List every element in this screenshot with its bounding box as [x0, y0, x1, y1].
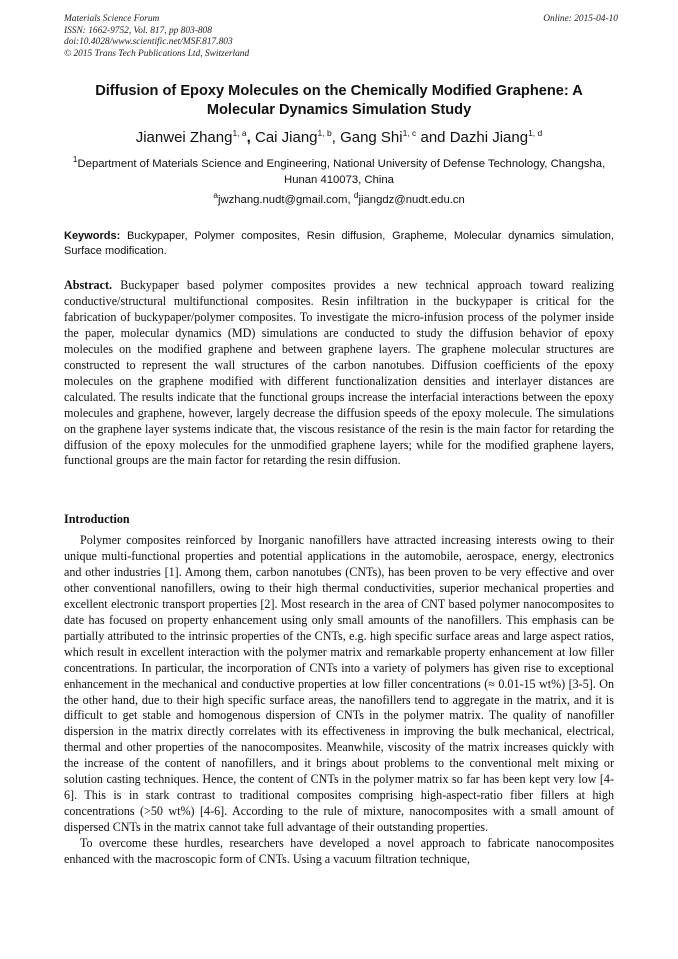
journal-header [64, 14, 618, 60]
copyright-line: © 2015 Trans Tech Publications Ltd, Switzerland [64, 48, 250, 59]
author-separator: , [246, 129, 255, 146]
affiliation-mark: 1 [72, 154, 78, 165]
email-mark-a: a [213, 190, 218, 201]
paragraph: Polymer composites reinforced by Inorganic nanofillers have attracted increasing interests owing to their unique multi-functional properties and potential applications in the automobile, aerospace, energy, electronics and other industries [1]. Among them, carbon nanotubes (CNTs), has been proven to be very effective and over other conventional nanofillers, owing to their high thermal conductivities, superior mechanical properties and excellent electronic transport properties [2]. Most research in the area of CNT based polymer nanocomposites to date has focused on property enhancement using only small amounts of the nanofillers. This emphasis can be partially attributed to the intrinsic properties of the CNTs, e.g. high specific surface areas and large aspect ratios, which result in excellent interaction with the polymer matrix and remarkable property enhancement at low filler concentrations. In particular, the incorporation of CNTs into a variety of polymers has given rise to exceptional enhancement in the mechanical and conductive properties at low filler concentrations (≈ 0.01-15 wt%) [3-5]. On the other hand, due to their high specific surface areas, the nanofillers tend to aggregate in the matrix, and it is difficult to get stable and homogenous dispersion of CNTs in the polymer matrix. The quality of nanofiller dispersion in the matrix directly correlates with its effectiveness in improving the bulk mechanical, electrical, thermal and other properties of the nanocomposites. Meanwhile, viscosity of the matrix increases quickly with the increase of the content of nanofillers, and it brings about problems to the conventional melt mixing or solution casting techniques. Hence, the content of CNTs in the polymer matrix so far has been kept very low [4-6]. This is in stark contrast to traditional composites comprising high-aspect-ratio fiber fillers at high concentrations (>50 wt%) [4-6]. According to the rule of mixture, nanocomposites with a small amount of dispersed CNTs in the matrix cannot take full advantage of their outstanding properties. [64, 533, 614, 835]
author-affil-mark: 1, c [402, 128, 417, 138]
section-heading-introduction: Introduction [64, 512, 130, 526]
abstract [64, 278, 614, 469]
email-a[interactable]: jwzhang.nudt@gmail.com [217, 194, 348, 206]
introduction-body [64, 533, 614, 868]
author-affil-mark: 1, a [232, 128, 247, 138]
affiliation [64, 154, 614, 188]
author-name: Dazhi Jiang [449, 129, 529, 146]
author-affil-mark: 1, d [528, 128, 543, 138]
author-name: Jianwei Zhang [135, 129, 233, 146]
abstract-label: Abstract. [64, 278, 113, 292]
journal-name: Materials Science Forum [64, 14, 160, 24]
keywords-text: Buckypaper, Polymer composites, Resin diffusion, Grapheme, Molecular dynamics simulation, Surface modification. [64, 230, 614, 257]
abstract-text: Buckypaper based polymer composites provides a new technical approach toward realizing conductive/structural multifunctional composites. Resin infiltration in the buckypaper is critical for the fabrication of buckypaper/polymer composites. To investigate the micro-infusion process of the polymer inside the paper, molecular dynamics (MD) simulations are conducted to study the diffusion behavior of epoxy molecules on the modified graphene and between graphene layers. The graphene molecular structures are constructed to represent the wall structures of the carbon nanotubes. Diffusion coefficients of the epoxy molecules on the graphene modified with different functionalization densities and interlayer distances are calculated. The results indicate that the functional groups increase the interfacial interactions between the epoxy molecules and graphene, however, largely decrease the diffusion speeds of the epoxy molecule. The simulations on the graphene layer systems indicate that, the viscous resistance of the resin is the main factor for retarding the diffusion of the epoxy molecules for the unmodified graphene layers; while for the modified graphene layers, functional groups are the main factor for retarding the resin diffusion. [64, 278, 615, 468]
author-list [64, 128, 614, 148]
author-separator: and [416, 129, 450, 146]
issn-line: ISSN: 1662-9752, Vol. 817, pp 803-808 [64, 25, 212, 36]
author-emails [64, 190, 614, 208]
email-separator: , [347, 194, 354, 206]
doi-line: doi:10.4028/www.scientific.net/MSF.817.803 [64, 37, 233, 48]
paper-title: Diffusion of Epoxy Molecules on the Chemically Modified Graphene: A Molecular Dynamics Simulation Study [95, 83, 583, 118]
keywords-label: Keywords: [64, 230, 121, 242]
author-affil-mark: 1, b [317, 128, 332, 138]
email-d[interactable]: jiangdz@nudt.edu.cn [358, 194, 465, 206]
email-mark-d: d [353, 190, 359, 201]
online-date: Online: 2015-04-10 [543, 14, 618, 24]
keywords [64, 229, 614, 258]
author-name: Gang Shi [340, 129, 403, 146]
author-separator: , [331, 129, 341, 146]
author-name: Cai Jiang [254, 129, 318, 146]
paragraph: To overcome these hurdles, researchers have developed a novel approach to fabricate nanocomposites enhanced with the macroscopic form of CNTs. Using a vacuum filtration technique, [64, 836, 614, 867]
affiliation-text: Department of Materials Science and Engineering, National University of Defense Technology, Changsha, Hunan 410073, China [77, 158, 606, 186]
